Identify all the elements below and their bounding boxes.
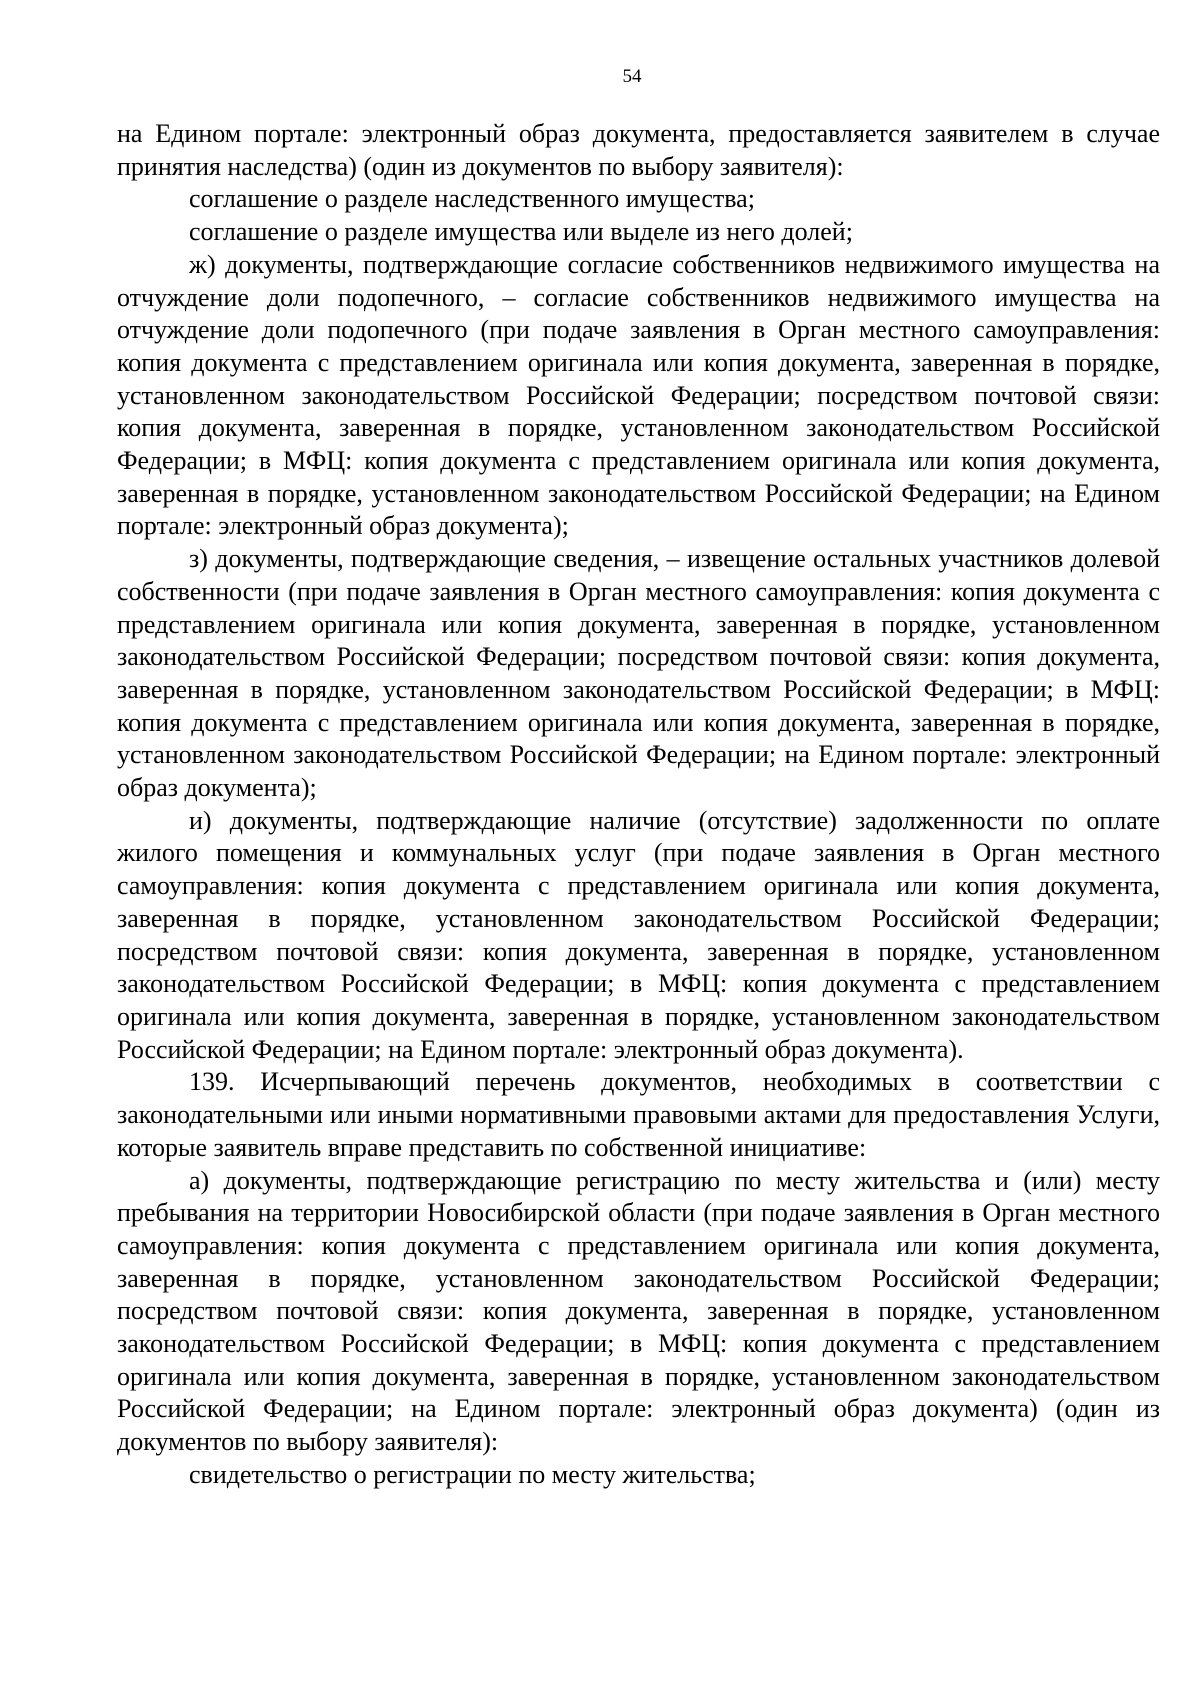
paragraph-item: соглашение о разделе имущества или выделе из него долей; (189, 217, 853, 247)
paragraph-item: соглашение о разделе наследственного имущества; (189, 184, 755, 214)
paragraph-item: свидетельство о регистрации по месту жительства; (189, 1459, 756, 1489)
document-body (117, 118, 1160, 1492)
paragraph-continuation: на Едином портале: электронный образ документа, предоставляется заявителем в случае принятия наследства) (один из документов по выбору заявителя): (117, 119, 1160, 181)
page-number: 54 (622, 66, 642, 87)
paragraph-item-zh: ж) документы, подтверждающие согласие собственников недвижимого имущества на отчуждение доли подопечного, – согласие собственников недвижимого имущества на отчуждение доли подопечного (при подаче заявления в Орган местного самоуправления: копия документа с представлением оригинала или копия документа, заверенная в порядке, установленном законодательством Российской Федерации; посредством почтовой связи: копия документа, заверенная в порядке, установленном законодательством Российской Федерации; в МФЦ: копия документа с представлением оригинала или копия документа, заверенная в порядке, установленном законодательством Российской Федерации; на Едином портале: электронный образ документа); (117, 249, 1160, 541)
paragraph-item-z: з) документы, подтверждающие сведения, – извещение остальных участников долевой собственности (при подаче заявления в Орган местного самоуправления: копия документа с представлением оригинала или копия документа, заверенная в порядке, установленном законодательством Российской Федерации; посредством почтовой связи: копия документа, заверенная в порядке, установленном законодательством Российской Федерации; в МФЦ: копия документа с представлением оригинала или копия документа, заверенная в порядке, установленном законодательством Российской Федерации; на Едином портале: электронный образ документа); (117, 544, 1160, 803)
paragraph-item-a: а) документы, подтверждающие регистрацию по месту жительства и (или) месту пребывания на территории Новосибирской области (при подаче заявления в Орган местного самоуправления: копия документа с представлением оригинала или копия документа, заверенная в порядке, установленном законодательством Российской Федерации; посредством почтовой связи: копия документа, заверенная в порядке, установленном законодательством Российской Федерации; в МФЦ: копия документа с представлением оригинала или копия документа, заверенная в порядке, установленном законодательством Российской Федерации; на Едином портале: электронный образ документа) (один из документов по выбору заявителя): (117, 1165, 1160, 1457)
paragraph-item-i: и) документы, подтверждающие наличие (отсутствие) задолженности по оплате жилого помещения и коммунальных услуг (при подаче заявления в Орган местного самоуправления: копия документа с представлением оригинала или копия документа, заверенная в порядке, установленном законодательством Российской Федерации; посредством почтовой связи: копия документа, заверенная в порядке, установленном законодательством Российской Федерации; в МФЦ: копия документа с представлением оригинала или копия документа, заверенная в порядке, установленном законодательством Российской Федерации; на Едином портале: электронный образ документа). (117, 805, 1160, 1064)
paragraph-section-139: 139. Исчерпывающий перечень документов, необходимых в соответствии с законодательными или иными нормативными правовыми актами для предоставления Услуги, которые заявитель вправе представить по собственной инициативе: (117, 1067, 1160, 1162)
